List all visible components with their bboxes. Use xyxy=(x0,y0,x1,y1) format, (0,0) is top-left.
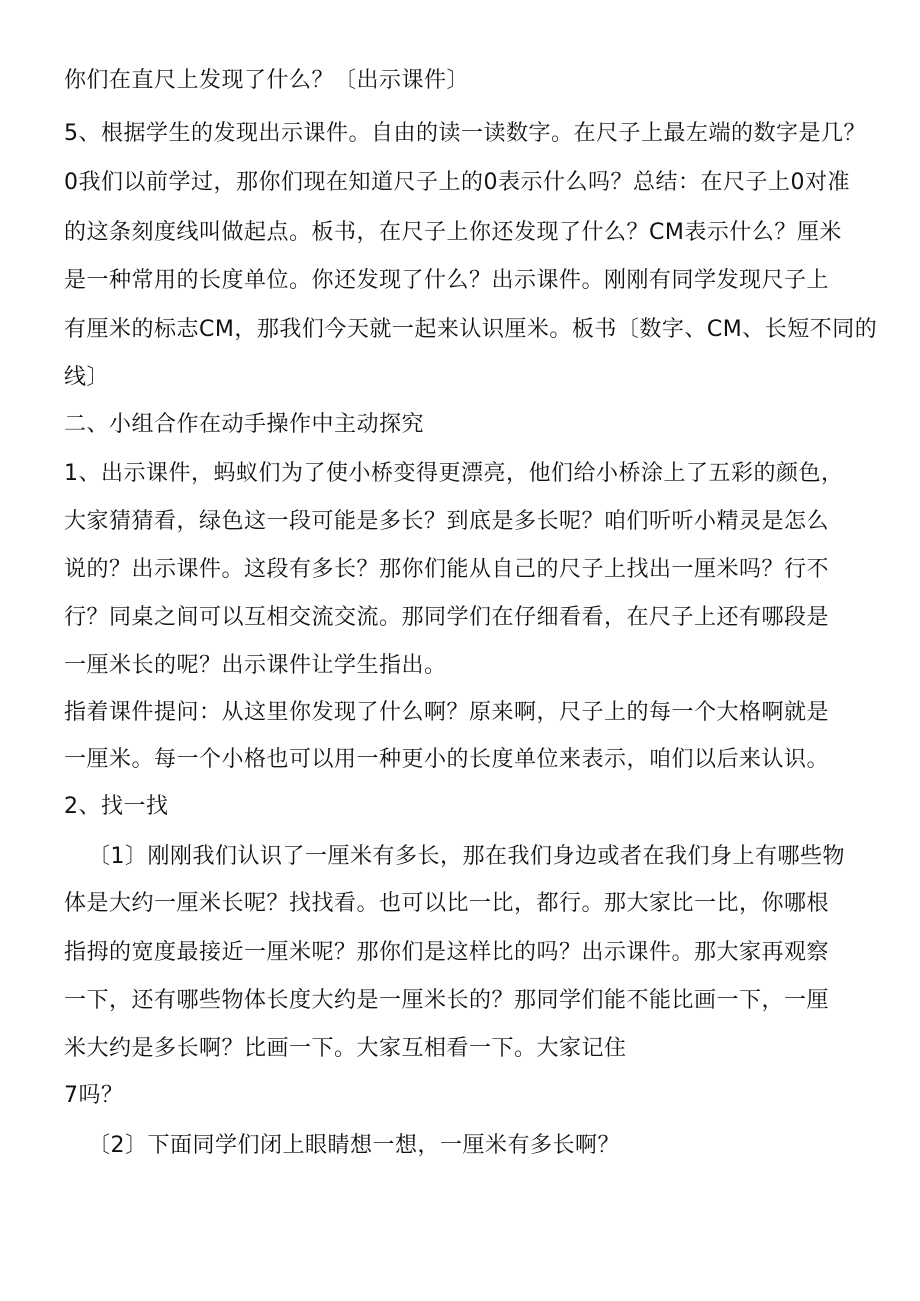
text-line-20: 一下，还有哪些物体长度大约是一厘米长的？那同学们能不能比画一下，一厘 xyxy=(64,988,830,1013)
text-line-18: 体是大约一厘米长呢？找找看。也可以比一比，都行。那大家比一比，你哪根 xyxy=(64,891,830,916)
text-line-3: 0我们以前学过，那你们现在知道尺子上的0表示什么吗？总结：在尺子上0对准 xyxy=(64,170,850,195)
text-line-11: 说的？出示课件。这段有多长？那你们能从自己的尺子上找出一厘米吗？行不 xyxy=(64,557,830,582)
text-line-22: 7吗？ xyxy=(64,1083,124,1108)
text-line-7: 线〕 xyxy=(64,365,110,390)
text-line-9: 1、出示课件，蚂蚁们为了使小桥变得更漂亮，他们给小桥涂上了五彩的颜色， xyxy=(64,461,844,486)
text-line-17: 〔1〕刚刚我们认识了一厘米有多长，那在我们身边或者在我们身上有哪些物 xyxy=(88,844,845,869)
text-line-14: 指着课件提问：从这里你发现了什么啊？原来啊，尺子上的每一个大格啊就是 xyxy=(64,700,830,725)
section-heading: 二、小组合作在动手操作中主动探究 xyxy=(64,412,425,437)
text-line-13: 一厘米长的呢？出示课件让学生指出。 xyxy=(64,653,447,678)
text-line-23: 〔2〕下面同学们闭上眼睛想一想，一厘米有多长啊？ xyxy=(88,1133,620,1158)
text-line-2: 5、根据学生的发现出示课件。自由的读一读数字。在尺子上最左端的数字是几？ xyxy=(64,121,866,146)
text-line-15: 一厘米。每一个小格也可以用一种更小的长度单位来表示，咱们以后来认识。 xyxy=(64,747,830,772)
text-line-10: 大家猜猜看，绿色这一段可能是多长？到底是多长呢？咱们听听小精灵是怎么 xyxy=(64,509,830,534)
text-line-1: 你们在直尺上发现了什么？〔出示课件〕 xyxy=(64,68,470,93)
text-line-4: 的这条刻度线叫做起点。板书，在尺子上你还发现了什么？CM表示什么？厘米 xyxy=(64,220,842,245)
subsection-heading: 2、找一找 xyxy=(64,794,169,819)
text-line-19: 指拇的宽度最接近一厘米呢？那你们是这样比的吗？出示课件。那大家再观察 xyxy=(64,940,830,965)
text-line-5: 是一种常用的长度单位。你还发现了什么？出示课件。刚刚有同学发现尺子上 xyxy=(64,268,830,293)
text-line-12: 行？同桌之间可以互相交流交流。那同学们在仔细看看，在尺子上还有哪段是 xyxy=(64,605,830,630)
text-line-21: 米大约是多长啊？比画一下。大家互相看一下。大家记住 xyxy=(64,1036,627,1061)
text-line-6: 有厘米的标志CM，那我们今天就一起来认识厘米。板书〔数字、CM、长短不同的 xyxy=(64,317,878,342)
